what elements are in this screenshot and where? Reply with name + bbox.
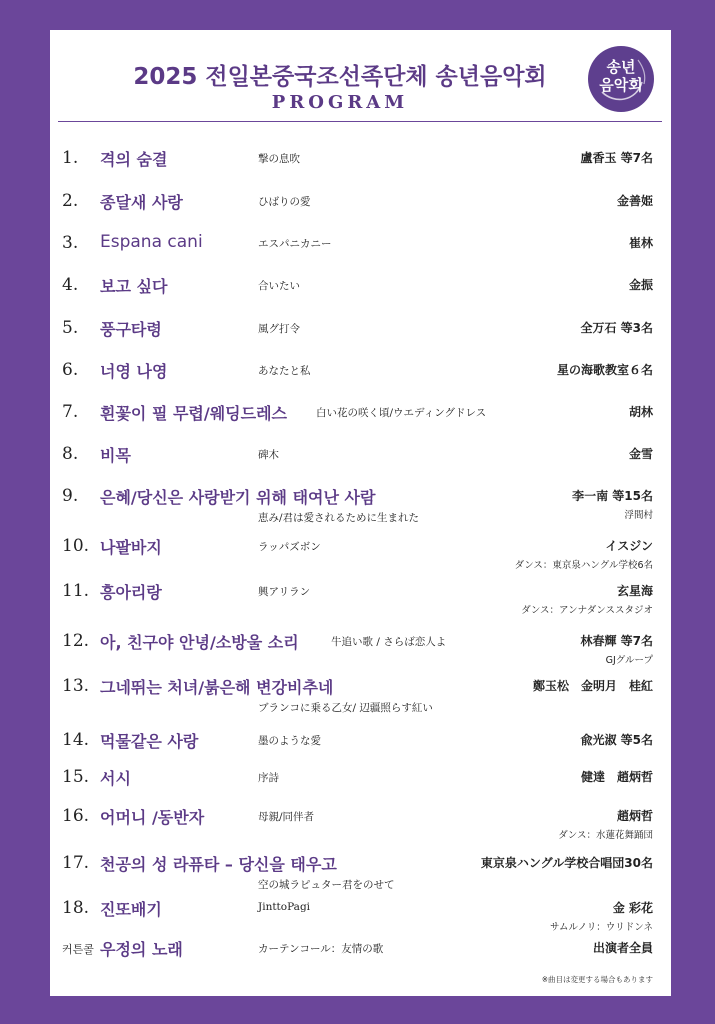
item-performer: 李一南 等15名 xyxy=(572,489,653,503)
item-japanese-title: カーテンコール：友情の歌 xyxy=(258,943,384,955)
item-japanese-title: 空の城ラピュター君をのせて xyxy=(258,879,395,891)
item-number: 18. xyxy=(62,898,90,918)
item-japanese-title: 興アリラン xyxy=(258,586,311,598)
item-japanese-title: 碑木 xyxy=(258,449,279,461)
item-korean-title: 흰꽃이 필 무렵/웨딩드레스 xyxy=(100,404,288,423)
item-performer: 胡林 xyxy=(628,405,653,419)
item-japanese-title: 母親/同伴者 xyxy=(258,811,315,823)
logo-text-line1: 송년 xyxy=(606,58,636,76)
item-japanese-title: ブランコに乗る乙女/ 辺疆照らす紅い xyxy=(258,702,433,714)
item-korean-title: 은혜/당신은 사랑받기 위해 태여난 사람 xyxy=(100,488,376,507)
item-performer: 星の海歌教室６名 xyxy=(556,363,653,377)
item-korean-title: 천공의 성 라퓨타 – 당신을 태우고 xyxy=(100,855,337,874)
item-korean-title: 보고 싶다 xyxy=(100,277,168,296)
item-korean-title: 그네뛰는 처녀/붉은해 변강비추네 xyxy=(100,678,334,697)
item-performer-note: 浮間村 xyxy=(624,510,653,521)
item-number: 13. xyxy=(62,676,90,696)
item-performer: 玄星海 xyxy=(616,584,653,598)
item-performer: 崔林 xyxy=(628,236,653,250)
item-number: 12. xyxy=(62,631,90,651)
item-korean-title: 너영 나영 xyxy=(100,362,168,381)
item-performer-note: サムルノリ：ウリドンネ xyxy=(550,922,653,933)
program-header xyxy=(50,30,671,122)
item-korean-title: Espana cani xyxy=(100,232,203,252)
item-number: 2. xyxy=(62,191,79,211)
item-korean-title: 서시 xyxy=(100,769,131,788)
item-performer: 全万石 等3名 xyxy=(580,321,653,335)
item-number: 7. xyxy=(62,402,79,422)
item-performer: 鄭玉松 金明月 桂紅 xyxy=(532,679,653,693)
item-number: 17. xyxy=(62,853,90,873)
item-japanese-title: あなたと私 xyxy=(258,365,311,377)
item-japanese-title: エスパニカニー xyxy=(258,238,332,250)
item-performer: 健達 趙炳哲 xyxy=(580,770,653,784)
item-performer: 金雪 xyxy=(628,447,653,461)
program-sheet xyxy=(50,30,671,996)
item-number: 1. xyxy=(62,148,79,168)
item-performer: 東京泉ハングル学校合唱団30名 xyxy=(480,856,653,870)
item-korean-title: 종달새 사랑 xyxy=(100,193,183,212)
item-number: 4. xyxy=(62,275,79,295)
program-subtitle: PROGRAM xyxy=(271,92,409,113)
item-japanese-title: 白い花の咲く頃/ウエディングドレス xyxy=(316,407,487,419)
item-performer-note: ダンス：アンナダンススタジオ xyxy=(521,605,653,616)
item-japanese-title: 恵み/君は愛されるために生まれた xyxy=(258,512,420,524)
item-performer: 金 彩花 xyxy=(612,901,653,915)
concert-logo xyxy=(588,46,654,112)
item-korean-title: 비목 xyxy=(100,446,131,465)
item-korean-title: 풍구타령 xyxy=(100,320,162,339)
item-performer-note: ダンス：東京泉ハングル学校6名 xyxy=(514,560,653,571)
item-number: 10. xyxy=(62,536,90,556)
item-performer: 金振 xyxy=(628,278,653,292)
item-number: 14. xyxy=(62,730,90,750)
item-number: 11. xyxy=(62,581,90,601)
program-footnote: ※曲目は変更する場合もあります xyxy=(541,975,653,984)
item-korean-title: 우정의 노래 xyxy=(100,940,183,959)
item-performer: 盧香玉 等7名 xyxy=(580,151,653,165)
item-performer: 兪光淑 等5名 xyxy=(580,733,653,747)
item-japanese-title: 墨のような愛 xyxy=(258,735,321,747)
item-performer-note: GJグループ xyxy=(605,655,653,666)
item-korean-title: 나팔바지 xyxy=(100,538,162,557)
item-number: 16. xyxy=(62,806,90,826)
item-korean-title: 진또배기 xyxy=(100,900,162,919)
item-japanese-title: 序詩 xyxy=(258,772,279,784)
item-performer: 林春輝 等7名 xyxy=(580,634,653,648)
item-japanese-title: 牛追い歌 / さらば恋人よ xyxy=(331,636,447,648)
item-korean-title: 아, 친구야 안녕/소방울 소리 xyxy=(100,633,299,652)
item-performer: 金善姫 xyxy=(616,194,653,208)
item-performer: 趙炳哲 xyxy=(616,809,653,823)
item-japanese-title: 撃の息吹 xyxy=(258,153,300,165)
item-performer: 出演者全員 xyxy=(592,941,653,955)
logo-text-line2: 음악회 xyxy=(599,76,643,94)
item-japanese-title: ひばりの愛 xyxy=(258,196,311,208)
concert-title: 2025 전일본중국조선족단체 송년음악회 xyxy=(133,64,547,90)
item-number: 5. xyxy=(62,318,79,338)
item-number: 8. xyxy=(62,444,79,464)
item-number: 15. xyxy=(62,767,90,787)
item-number: 6. xyxy=(62,360,79,380)
item-number: 3. xyxy=(62,233,79,253)
item-korean-title: 먹물같은 사랑 xyxy=(100,732,199,751)
item-korean-title: 어머니 /동반자 xyxy=(100,808,205,827)
item-number: 9. xyxy=(62,486,79,506)
item-performer-note: ダンス：水蓮花舞踊団 xyxy=(558,830,653,841)
item-japanese-title: ラッパズボン xyxy=(258,541,321,553)
item-performer: イスジン xyxy=(605,539,653,553)
header-divider xyxy=(58,121,662,122)
item-japanese-title: 風グ打令 xyxy=(258,323,300,335)
item-korean-title: 흥아리랑 xyxy=(100,583,162,602)
item-japanese-title: JinttoPagi xyxy=(258,901,311,913)
item-japanese-title: 合いたい xyxy=(258,280,300,292)
item-korean-title: 격의 숨결 xyxy=(100,150,168,169)
item-number: 커튼콜 xyxy=(62,943,94,956)
